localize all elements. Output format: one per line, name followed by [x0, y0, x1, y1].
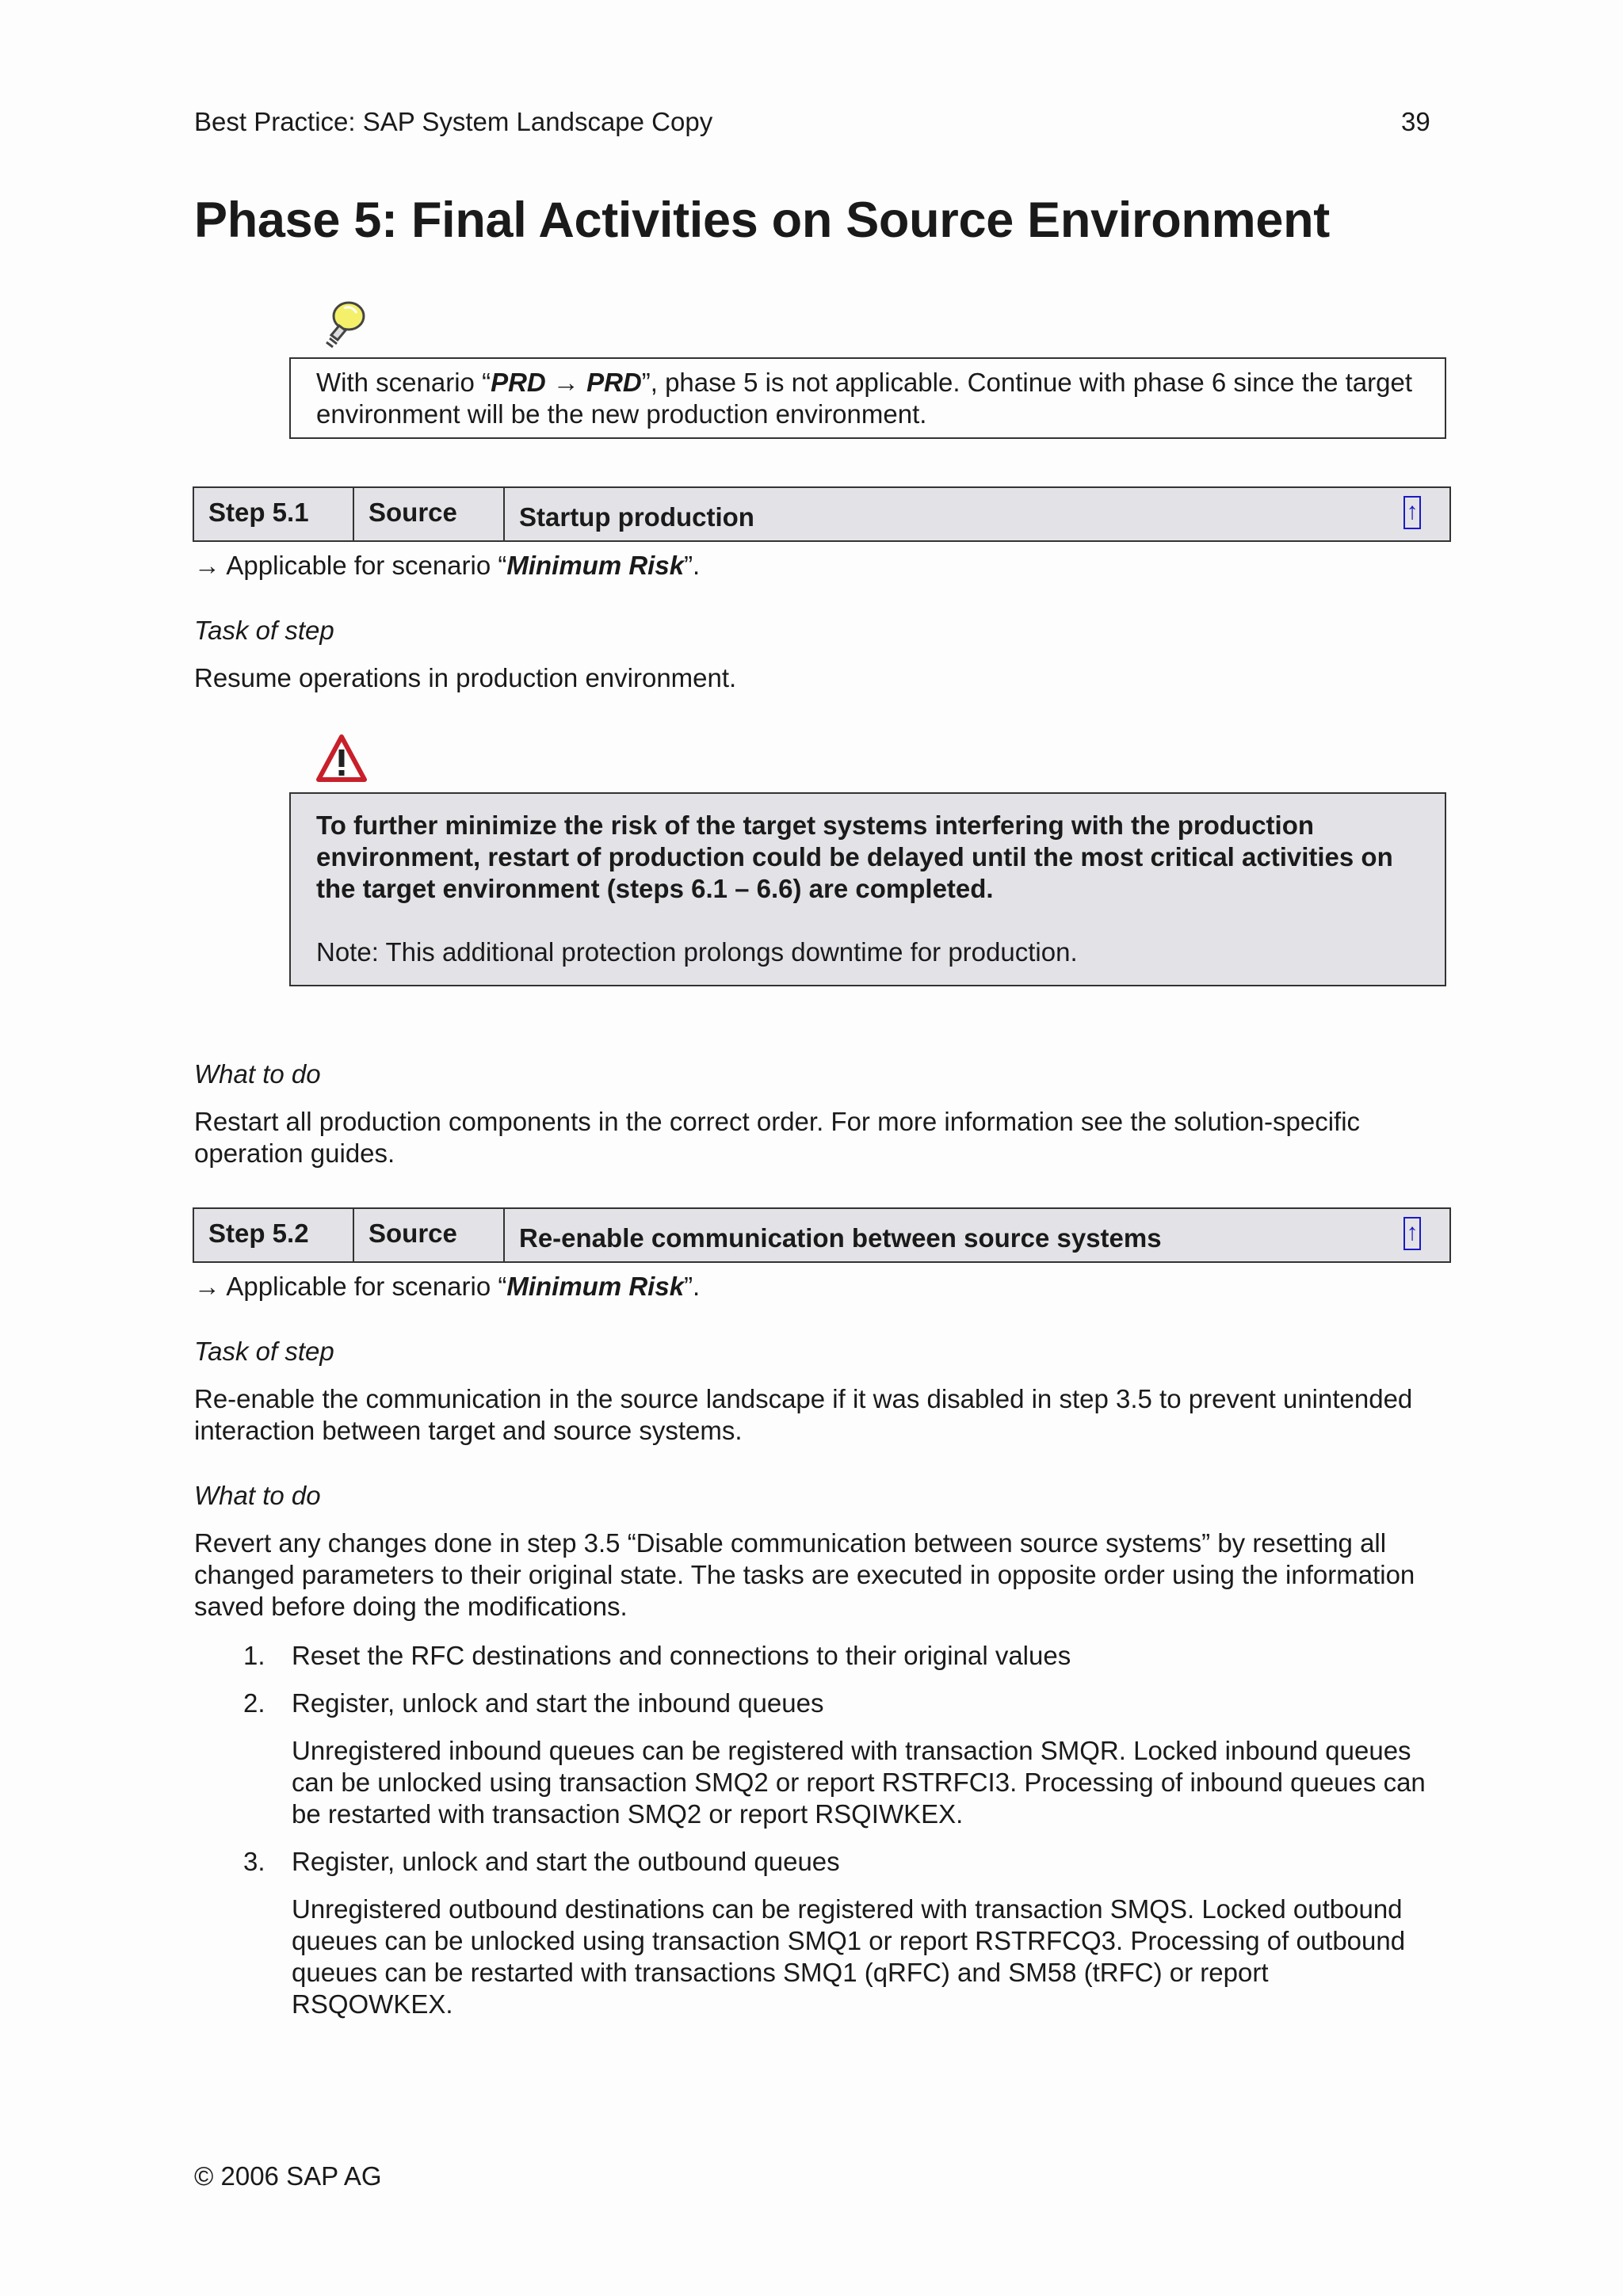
list-number: 1. — [243, 1641, 265, 1670]
step-5-2-header — [193, 1207, 1451, 1263]
list-item-text: Reset the RFC destinations and connections to their original values — [292, 1641, 1071, 1670]
applicable-line — [194, 550, 700, 582]
scenario-note — [289, 357, 1446, 439]
applicable-suffix: ”. — [684, 551, 701, 580]
applicable-suffix: ”. — [684, 1272, 701, 1301]
running-header: Best Practice: SAP System Landscape Copy — [194, 107, 713, 136]
page-title: Phase 5: Final Activities on Source Environment — [194, 193, 1330, 248]
list-item — [194, 1640, 1430, 1672]
task-heading: Task of step — [194, 616, 334, 645]
step-number: Step 5.2 — [194, 1209, 354, 1261]
note-scenario: PRD → PRD — [491, 368, 642, 397]
step-title: Re-enable communication between source systems — [519, 1223, 1162, 1253]
copyright-footer: © 2006 SAP AG — [194, 2161, 382, 2191]
what-to-do-text: Restart all production components in the correct order. For more information see the solution-specific operation guides. — [194, 1107, 1361, 1168]
lightbulb-icon — [315, 297, 369, 351]
list-item — [194, 1688, 1430, 1830]
applicable-prefix: → Applicable for scenario “ — [194, 1272, 507, 1301]
note-prefix: With scenario “ — [316, 368, 491, 397]
warning-text: To further minimize the risk of the target systems interfering with the production environment, restart of production could be delayed until the most critical activities on the target environment (steps 6.1 – 6.6) are completed. — [316, 810, 1393, 903]
warning-icon — [315, 734, 368, 783]
list-item-text: Register, unlock and start the inbound queues — [292, 1688, 824, 1718]
what-to-do-heading: What to do — [194, 1059, 321, 1089]
page-number: 39 — [1401, 107, 1430, 136]
step-title: Startup production — [519, 502, 754, 532]
list-item-detail: Unregistered inbound queues can be registered with transaction SMQR. Locked inbound queues can be unlocked using transaction SMQ2 or report RSTRFCI3. Processing of inbound queues can be restarted with transaction SMQ2 or report RSQIWKEX. — [292, 1736, 1426, 1829]
what-to-do-heading: What to do — [194, 1481, 321, 1510]
step-title-cell — [505, 488, 1449, 540]
back-to-top-arrow-icon[interactable]: ↑ — [1403, 496, 1421, 529]
what-to-do-text: Revert any changes done in step 3.5 “Disable communication between source systems” by resetting all changed parameters to their original state. The tasks are executed in opposite order using the information saved before doing the modifications. — [194, 1528, 1415, 1621]
numbered-list — [194, 1640, 1430, 2036]
task-text: Resume operations in production environment. — [194, 663, 737, 692]
list-item-detail: Unregistered outbound destinations can be registered with transaction SMQS. Locked outbound queues can be unlocked using transaction SMQ1 or report RSTRFCQ3. Processing of outbound queues can be restarted with transactions SMQ1 (qRFC) and SM58 (tRFC) or report RSQOWKEX. — [292, 1894, 1406, 2019]
back-to-top-arrow-icon[interactable]: ↑ — [1403, 1217, 1421, 1250]
list-item — [194, 1846, 1430, 2020]
step-title-cell — [505, 1209, 1449, 1261]
applicable-line — [194, 1271, 700, 1302]
list-number: 2. — [243, 1688, 265, 1718]
note-suffix: ”, phase 5 is not applicable. Continue with phase 6 since the target environment will be the new production environment. — [316, 368, 1413, 429]
step-5-1-header — [193, 486, 1451, 542]
task-text: Re-enable the communication in the source landscape if it was disabled in step 3.5 to prevent unintended interaction between target and source systems. — [194, 1384, 1413, 1445]
task-heading: Task of step — [194, 1337, 334, 1366]
step-location: Source — [354, 1209, 505, 1261]
applicable-scenario: Minimum Risk — [506, 1272, 685, 1301]
applicable-scenario: Minimum Risk — [506, 551, 685, 580]
list-item-text: Register, unlock and start the outbound queues — [292, 1847, 840, 1876]
warning-note: Note: This additional protection prolongs downtime for production. — [316, 937, 1078, 967]
applicable-prefix: → Applicable for scenario “ — [194, 551, 507, 580]
step-number: Step 5.1 — [194, 488, 354, 540]
warning-box — [289, 792, 1446, 986]
step-location: Source — [354, 488, 505, 540]
list-number: 3. — [243, 1847, 265, 1876]
